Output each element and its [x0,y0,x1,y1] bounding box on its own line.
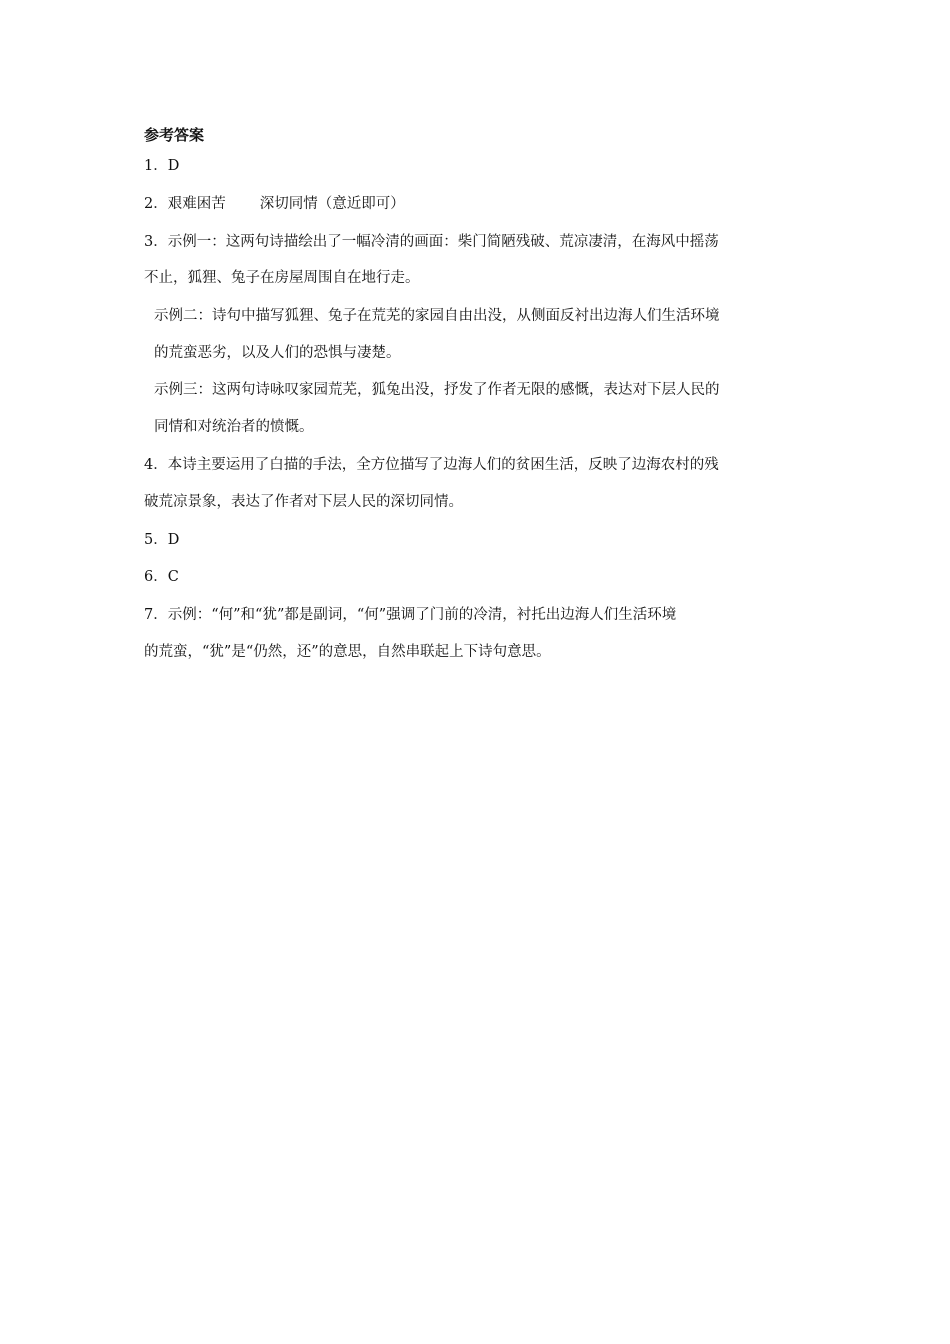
answer-3-example-3-line-1: 示例三：这两句诗咏叹家园荒芜，狐兔出没，抒发了作者无限的感慨，表达对下层人民的 [154,382,720,398]
answer-3-example-2-line-2: 的荒蛮恶劣，以及人们的恐惧与凄楚。 [154,345,401,361]
page-title: 参考答案 [144,126,205,144]
answer-3-line-2: 不止，狐狸、兔子在房屋周围自在地行走。 [144,270,420,286]
answer-6: 6．C [144,569,179,585]
answer-7-line-1: 7．示例：“何”和“犹”都是副词，“何”强调了门前的冷清，衬托出边海人们生活环境 [144,607,677,623]
answer-5: 5．D [144,532,180,548]
answer-4-line-1: 4．本诗主要运用了白描的手法，全方位描写了边海人们的贫困生活，反映了边海农村的残 [144,457,719,473]
answer-3-example-2-line-1: 示例二：诗句中描写狐狸、兔子在荒芜的家园自由出没，从侧面反衬出边海人们生活环境 [154,308,720,324]
answer-4-line-2: 破荒凉景象，表达了作者对下层人民的深切同情。 [144,494,463,510]
answer-3-example-3-line-2: 同情和对统治者的愤慨。 [154,419,314,435]
answer-3-line-1: 3．示例一：这两句诗描绘出了一幅冷清的画面：柴门简陋残破、荒凉凄清，在海风中摇荡 [144,234,719,250]
answer-2-part-2: 深切同情（意近即可） [259,196,405,212]
answer-7-line-2: 的荒蛮，“犹”是“仍然，还”的意思，自然串联起上下诗句意思。 [144,644,551,660]
answer-2 [144,193,814,215]
answer-2-part-1: 2．艰难困苦 [144,196,226,212]
answer-1: 1．D [144,158,180,174]
